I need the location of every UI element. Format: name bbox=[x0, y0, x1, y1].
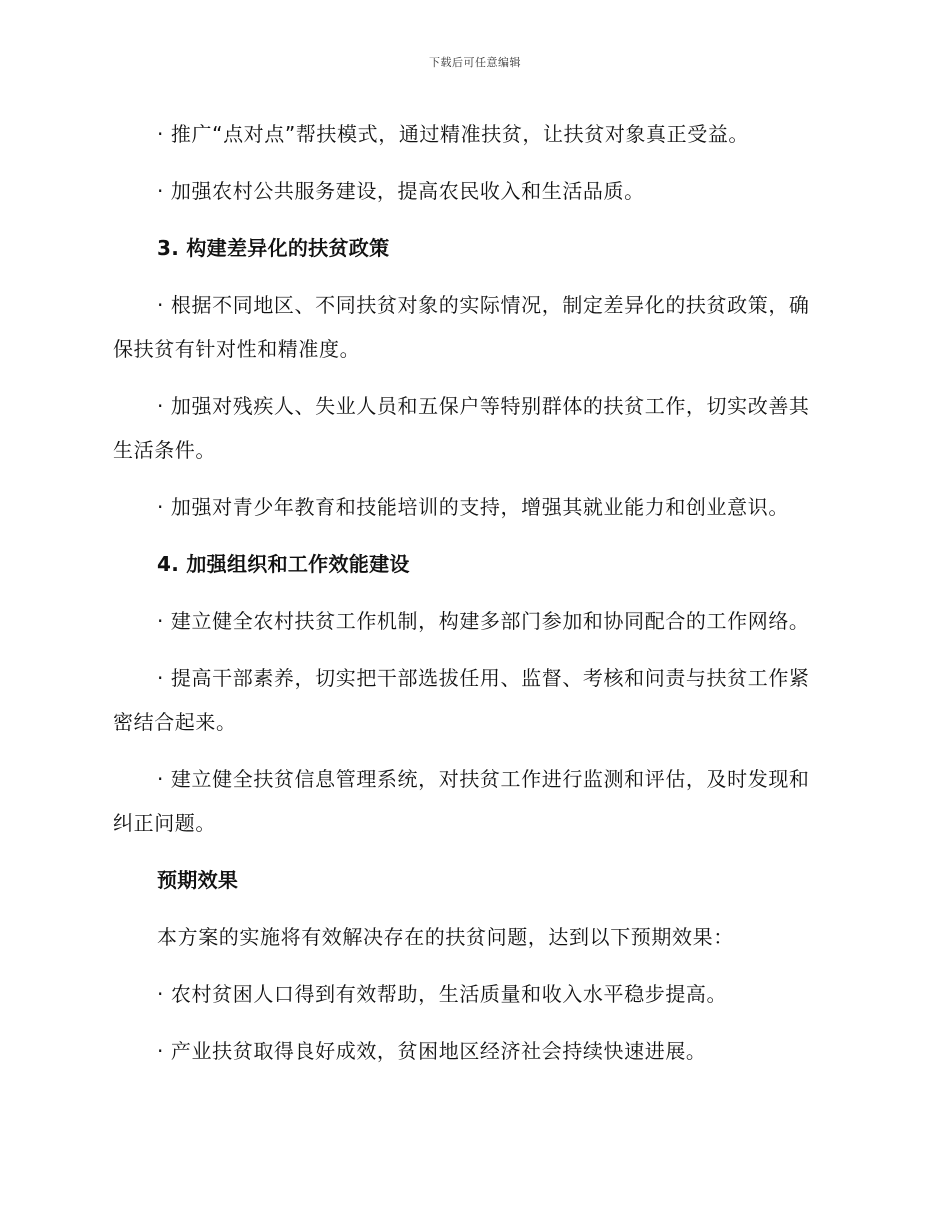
bullet-paragraph: · 产业扶贫取得良好成效，贫困地区经济社会持续快速进展。 bbox=[157, 1039, 707, 1063]
document-body bbox=[113, 112, 825, 1086]
section-heading: 预期效果 bbox=[157, 868, 239, 892]
bullet-paragraph: · 加强对残疾人、失业人员和五保户等特别群体的扶贫工作，切实改善其生活条件。 bbox=[113, 394, 810, 462]
bullet-paragraph: · 根据不同地区、不同扶贫对象的实际情况，制定差异化的扶贫政策，确保扶贫有针对性和精准度。 bbox=[113, 293, 810, 361]
bullet-paragraph: · 加强对青少年教育和技能培训的支持，增强其就业能力和创业意识。 bbox=[157, 495, 789, 519]
bullet-paragraph: · 推广“点对点”帮扶模式，通过精准扶贫，让扶贫对象真正受益。 bbox=[157, 122, 750, 146]
section-heading: 3. 构建差异化的扶贫政策 bbox=[157, 236, 390, 260]
page-header-note: 下载后可任意编辑 bbox=[429, 56, 521, 69]
intro-paragraph: 本方案的实施将有效解决存在的扶贫问题，达到以下预期效果： bbox=[157, 925, 734, 949]
bullet-paragraph: · 建立健全扶贫信息管理系统，对扶贫工作进行监测和评估，及时发现和纠正问题。 bbox=[113, 767, 810, 835]
bullet-paragraph: · 农村贫困人口得到有效帮助，生活质量和收入水平稳步提高。 bbox=[157, 982, 728, 1006]
bullet-paragraph: · 加强农村公共服务建设，提高农民收入和生活品质。 bbox=[157, 179, 645, 203]
bullet-paragraph: · 提高干部素养，切实把干部选拔任用、监督、考核和问责与扶贫工作紧密结合起来。 bbox=[113, 666, 810, 734]
section-heading: 4. 加强组织和工作效能建设 bbox=[157, 552, 410, 576]
bullet-paragraph: · 建立健全农村扶贫工作机制，构建多部门参加和协同配合的工作网络。 bbox=[157, 609, 810, 633]
